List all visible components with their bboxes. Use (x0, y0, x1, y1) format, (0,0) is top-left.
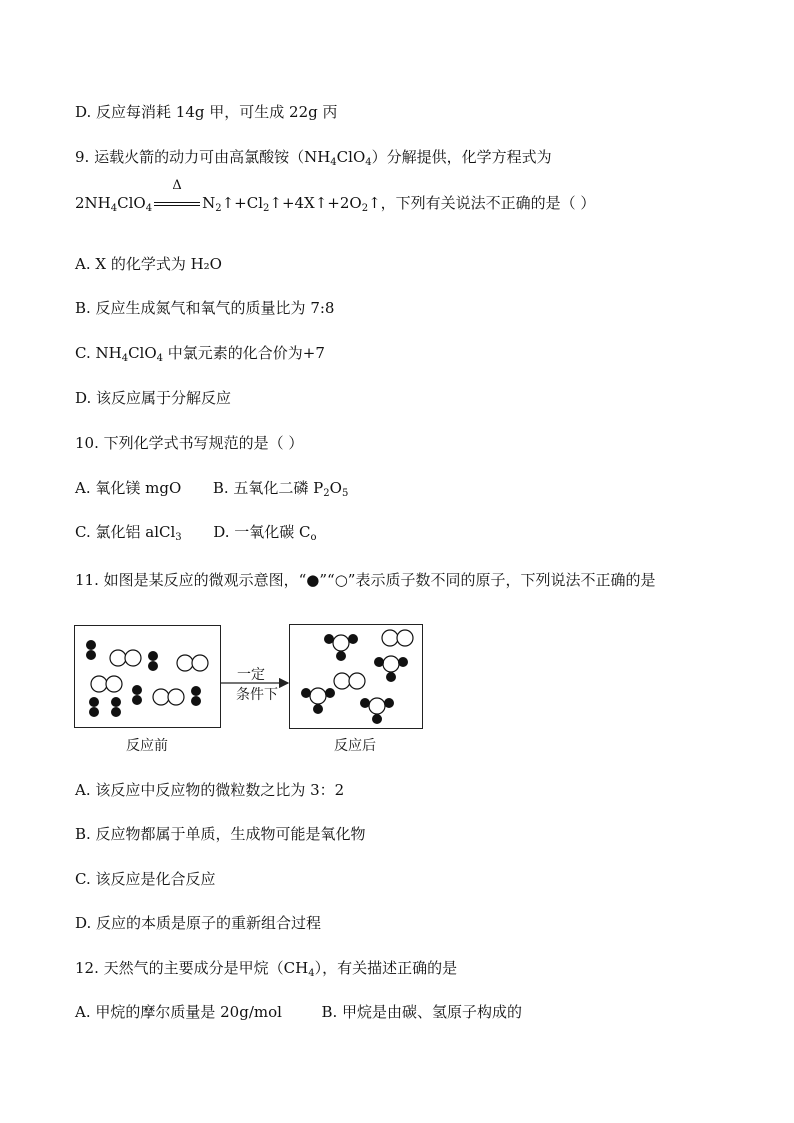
q9-option-c-text3: 中氯元素的化合价为+7 (163, 344, 325, 362)
q10-option-d-sub: o (310, 532, 317, 543)
q12-stem (75, 958, 457, 978)
caption-before: 反应前 (126, 738, 168, 754)
eq-clo: ClO (117, 194, 146, 212)
q10-option-b: B. 五氧化二磷 P (212, 479, 324, 497)
q9-option-a: A. X 的化学式为 H₂O (75, 255, 222, 273)
eq-mid: ↑+Cl (221, 194, 263, 212)
q12-stem-sub: 4 (308, 968, 315, 979)
q11-option-c: C. 该反应是化合反应 (75, 870, 216, 888)
product-molecule (301, 688, 335, 714)
q9-option-c-text: C. NH (75, 344, 122, 362)
eq-sub: 4 (145, 203, 153, 214)
q10-option-d: D. 一氧化碳 C (213, 523, 311, 541)
q9-option-c-text2: ClO (128, 344, 157, 362)
q9-option-d: D. 该反应属于分解反应 (75, 389, 232, 407)
q8-option-d: D. 反应每消耗 14g 甲，可生成 22g 丙 (75, 103, 338, 121)
q10-option-c: C. 氯化铝 alCl (75, 523, 176, 541)
q11-option-d: D. 反应的本质是原子的重新组合过程 (75, 914, 322, 932)
q10-option-c-sub: 3 (175, 532, 182, 543)
q9-stem-text2: ClO (336, 148, 366, 166)
q10-option-b-sub2: 5 (341, 488, 349, 499)
q9-stem-text: 9. 运载火箭的动力可由高氯酸铵（NH (75, 148, 331, 166)
q10-option-b-o: O (329, 479, 342, 497)
q12-option-b: B. 甲烷是由碳、氢原子构成的 (321, 1003, 523, 1021)
q9-stem-sub2: 4 (365, 157, 372, 168)
q12-stem-text: 12. 天然气的主要成分是甲烷（CH (75, 959, 309, 977)
eq-sub: 2 (263, 203, 270, 214)
q10-option-b-sub: 2 (323, 488, 330, 499)
product-molecule (324, 634, 358, 661)
eq-tail: ↑，下列有关说法不正确的是（ ） (368, 194, 596, 212)
product-molecule (360, 698, 394, 724)
q9-stem-sub: 4 (330, 157, 337, 168)
q11-option-a: A. 该反应中反应物的微粒数之比为 3：2 (75, 781, 345, 799)
eq-sub: 2 (361, 203, 369, 214)
q9-stem-text3: ）分解提供，化学方程式为 (371, 148, 552, 166)
q12-options-ab (75, 1002, 522, 1022)
eq-n: N (202, 194, 216, 212)
q11-option-b: B. 反应物都属于单质，生成物可能是氧化物 (75, 825, 366, 843)
condition-label-top: 一定 (237, 667, 265, 683)
q12-stem-text2: ），有关描述正确的是 (314, 959, 458, 977)
delta-symbol: Δ (172, 178, 182, 193)
q10-stem: 10. 下列化学式书写规范的是（ ） (75, 434, 304, 452)
q10-option-a: A. 氧化镁 mgO (75, 479, 182, 497)
condition-label-bottom: 条件下 (236, 687, 278, 703)
eq-coef: 2NH (75, 194, 111, 212)
q9-option-c-sub2: 4 (156, 353, 164, 364)
q9-option-c-sub: 4 (121, 353, 129, 364)
q11-stem: 11. 如图是某反应的微观示意图，“●”“○”表示质子数不同的原子，下列说法不正确的是 (75, 571, 656, 589)
q12-option-a: A. 甲烷的摩尔质量是 20g/mol (75, 1003, 282, 1021)
product-molecule (374, 656, 408, 682)
caption-after: 反应后 (334, 738, 376, 754)
eq-sub: 4 (110, 203, 118, 214)
q9-option-b: B. 反应生成氮气和氧气的质量比为 7:8 (75, 299, 335, 317)
eq-sub: 2 (215, 203, 222, 214)
eq-mid: ↑+4X↑+2O (269, 194, 362, 212)
